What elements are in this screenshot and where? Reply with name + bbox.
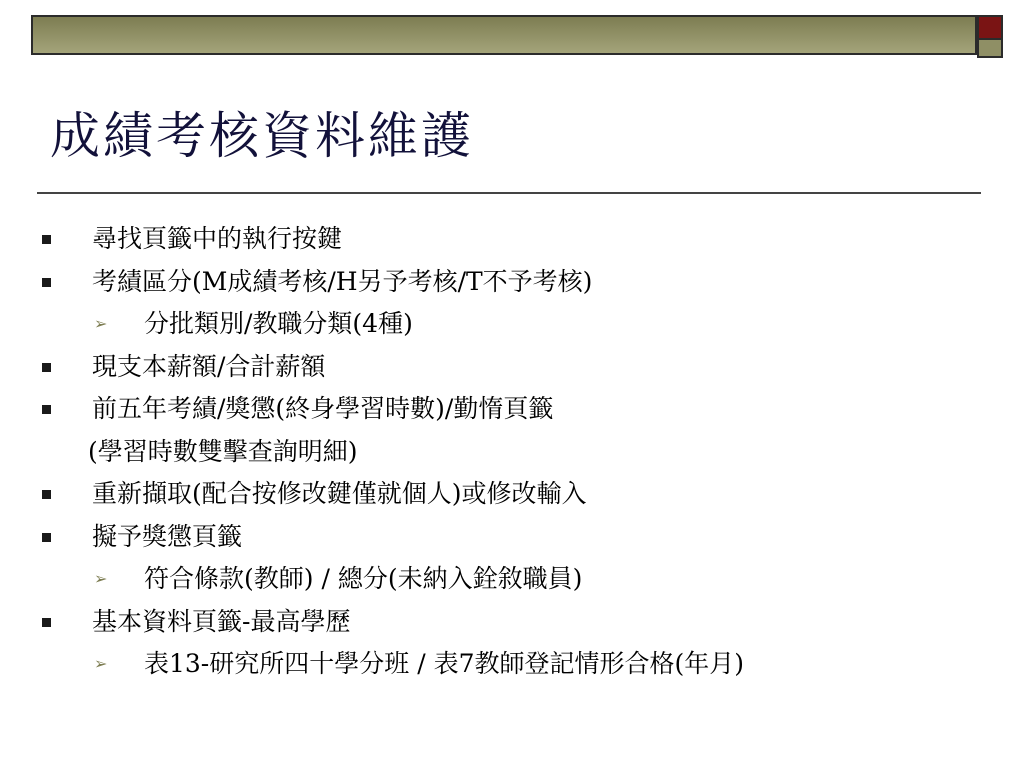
bullet-text: 前五年考績/獎懲(終身學習時數)/勤惰頁籤	[92, 394, 554, 423]
bullet-item	[40, 388, 1000, 431]
sub-bullet-text: 符合條款(教師) / 總分(未納入銓敘職員)	[144, 564, 583, 593]
square-bullet-icon	[42, 618, 51, 627]
header-corner-olive-block	[977, 40, 1003, 58]
sub-bullet-item	[40, 558, 1000, 601]
square-bullet-icon	[42, 533, 51, 542]
square-bullet-icon	[42, 363, 51, 372]
title-divider	[37, 192, 981, 194]
square-bullet-icon	[42, 278, 51, 287]
slide-title: 成績考核資料維護	[50, 107, 474, 165]
sub-bullet-item	[40, 643, 1000, 686]
arrow-bullet-icon: ➢	[94, 569, 108, 588]
header-bar	[31, 15, 977, 55]
square-bullet-icon	[42, 235, 51, 244]
bullet-item	[40, 473, 1000, 516]
bullet-text: 重新擷取(配合按修改鍵僅就個人)或修改輸入	[92, 479, 587, 508]
arrow-bullet-icon: ➢	[94, 654, 108, 673]
sub-bullet-text: 表13-研究所四十學分班 / 表7教師登記情形合格(年月)	[144, 649, 744, 678]
bullet-item	[40, 218, 1000, 261]
bullet-list	[40, 218, 1000, 686]
sub-bullet-text: 分批類別/教職分類(4種)	[144, 309, 413, 338]
bullet-text: 尋找頁籤中的執行按鍵	[92, 224, 343, 253]
bullet-text: 考績區分(M成績考核/H另予考核/T不予考核)	[92, 266, 593, 296]
bullet-item	[40, 516, 1000, 559]
bullet-item	[40, 261, 1000, 304]
sub-bullet-item	[40, 303, 1000, 346]
bullet-item	[40, 601, 1000, 644]
header-corner-red-block	[977, 15, 1003, 40]
square-bullet-icon	[42, 490, 51, 499]
bullet-continuation	[40, 431, 1000, 474]
bullet-text: 現支本薪額/合計薪額	[92, 351, 326, 381]
bullet-item	[40, 346, 1000, 389]
bullet-continuation-text: (學習時數雙擊查詢明細)	[88, 436, 358, 466]
square-bullet-icon	[42, 405, 51, 414]
arrow-bullet-icon: ➢	[94, 314, 108, 333]
bullet-text: 擬予獎懲頁籤	[92, 521, 243, 551]
bullet-text: 基本資料頁籤-最高學歷	[92, 606, 351, 636]
